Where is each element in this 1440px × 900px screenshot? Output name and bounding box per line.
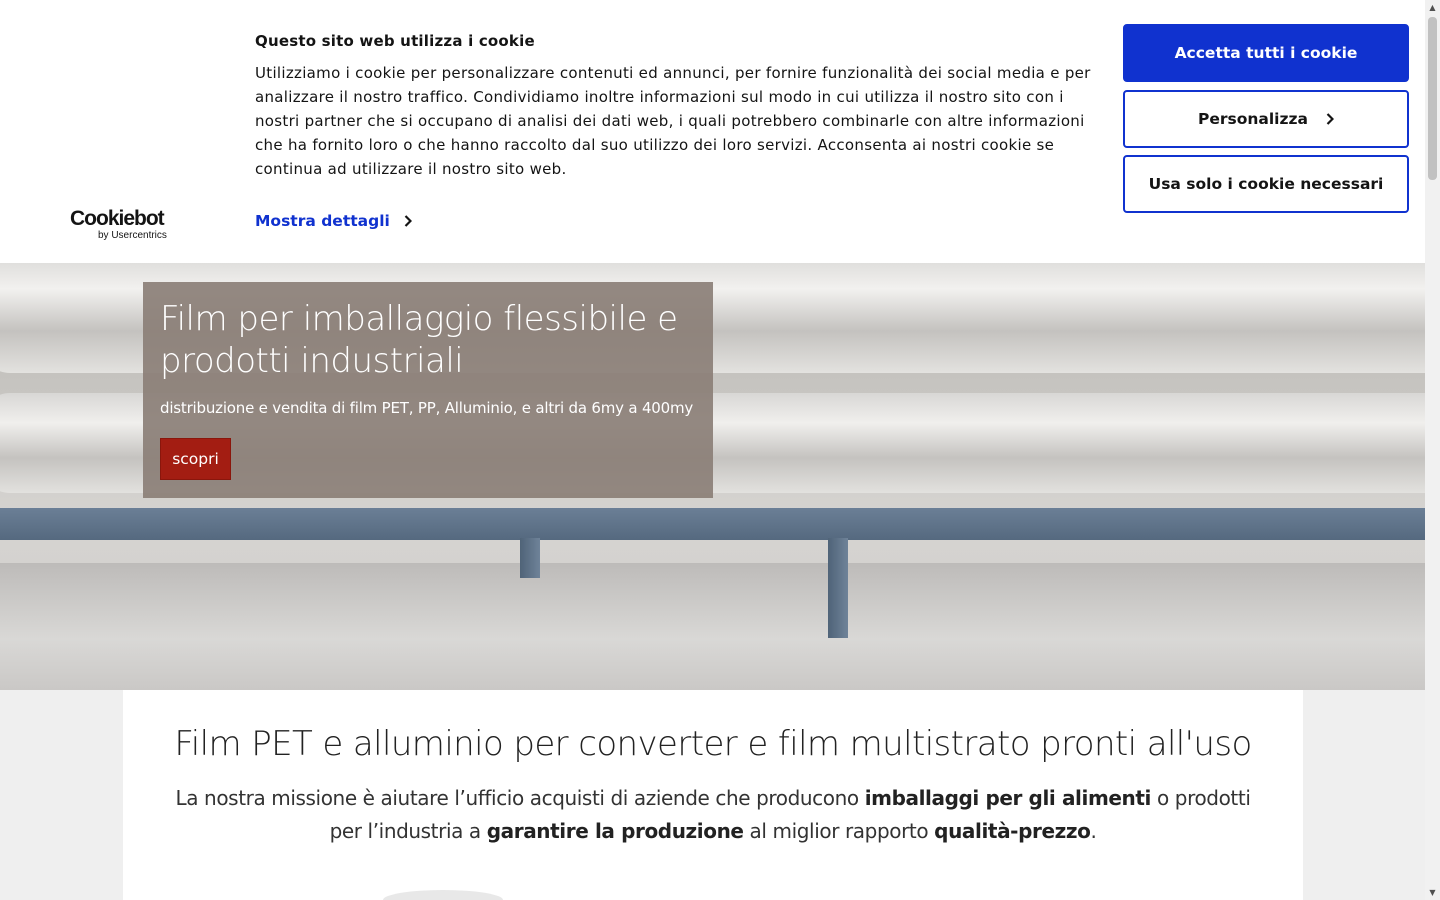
accept-all-label: Accetta tutti i cookie (1174, 44, 1358, 62)
discover-button[interactable] (160, 438, 231, 480)
cookiebot-logo-main: Cookiebot (70, 207, 164, 230)
necessary-cookies-button[interactable] (1123, 155, 1409, 213)
cookie-banner-text: Utilizziamo i cookie per personalizzare contenuti ed annunci, per fornire funzionalità dei social media e per analizzare il nostro traffico. Condividiamo inoltre informazioni sul modo in cui utilizza il nostro sito con i nostri partner che si occupano di analisi dei dati web, i quali potrebbero combinarle con altre informazioni che ha fornito loro o che hanno raccolto dal suo utilizzo dei loro servizi. Acconsenta ai nostri cookie se continua ad utilizzare il nostro sito web. (255, 64, 1091, 178)
mission-highlight: garantire la produzione (486, 819, 744, 843)
hero-title: Film per imballaggio flessibile e prodotti industriali (160, 299, 678, 381)
mission-text: . (1090, 819, 1097, 843)
product-image-preview (383, 890, 503, 900)
mission-highlight: imballaggi per gli alimenti (864, 786, 1152, 810)
arrow-up-icon[interactable]: ▲ (1429, 3, 1436, 12)
scrollbar-thumb[interactable] (1428, 17, 1437, 180)
show-details-label: Mostra dettagli (255, 212, 390, 230)
cookiebot-logo[interactable] (70, 208, 180, 242)
section-title: Film PET e alluminio per converter e film multistrato pronti all'uso (174, 724, 1252, 764)
mission-text: al miglior rapporto (743, 819, 935, 843)
mission-text: o prodotti per l’industria a (329, 786, 1251, 843)
accept-all-cookies-button[interactable] (1123, 24, 1409, 82)
page-scrollbar[interactable] (1425, 0, 1440, 900)
customize-label: Personalizza (1197, 110, 1308, 128)
hero-background-post (520, 538, 540, 578)
mission-text: La nostra missione è aiutare l’ufficio acquisti di aziende che producono (175, 786, 865, 810)
main-content (123, 690, 1303, 900)
discover-label: scopri (172, 450, 219, 468)
hero-subtitle: distribuzione e vendita di film PET, PP, Alluminio, e altri da 6my a 400my (160, 399, 694, 417)
cookiebot-logo-sub: by Usercentrics (98, 230, 167, 241)
hero-background-floor (0, 563, 1425, 690)
chevron-right-icon (1326, 113, 1334, 125)
customize-cookies-button[interactable] (1123, 90, 1409, 148)
necessary-only-label: Usa solo i cookie necessari (1148, 175, 1384, 193)
mission-highlight: qualità-prezzo (934, 819, 1091, 843)
hero-caption-box (143, 282, 713, 498)
hero-background-post (828, 538, 848, 638)
hero-background-beam (0, 508, 1425, 540)
mission-statement (163, 782, 1263, 848)
cookie-banner-title: Questo sito web utilizza i cookie (255, 32, 535, 50)
chevron-right-icon (404, 215, 412, 227)
show-details-link[interactable] (255, 212, 412, 230)
arrow-down-icon[interactable]: ▼ (1429, 888, 1436, 897)
cookie-banner (0, 0, 1425, 263)
hero-section (0, 263, 1425, 690)
